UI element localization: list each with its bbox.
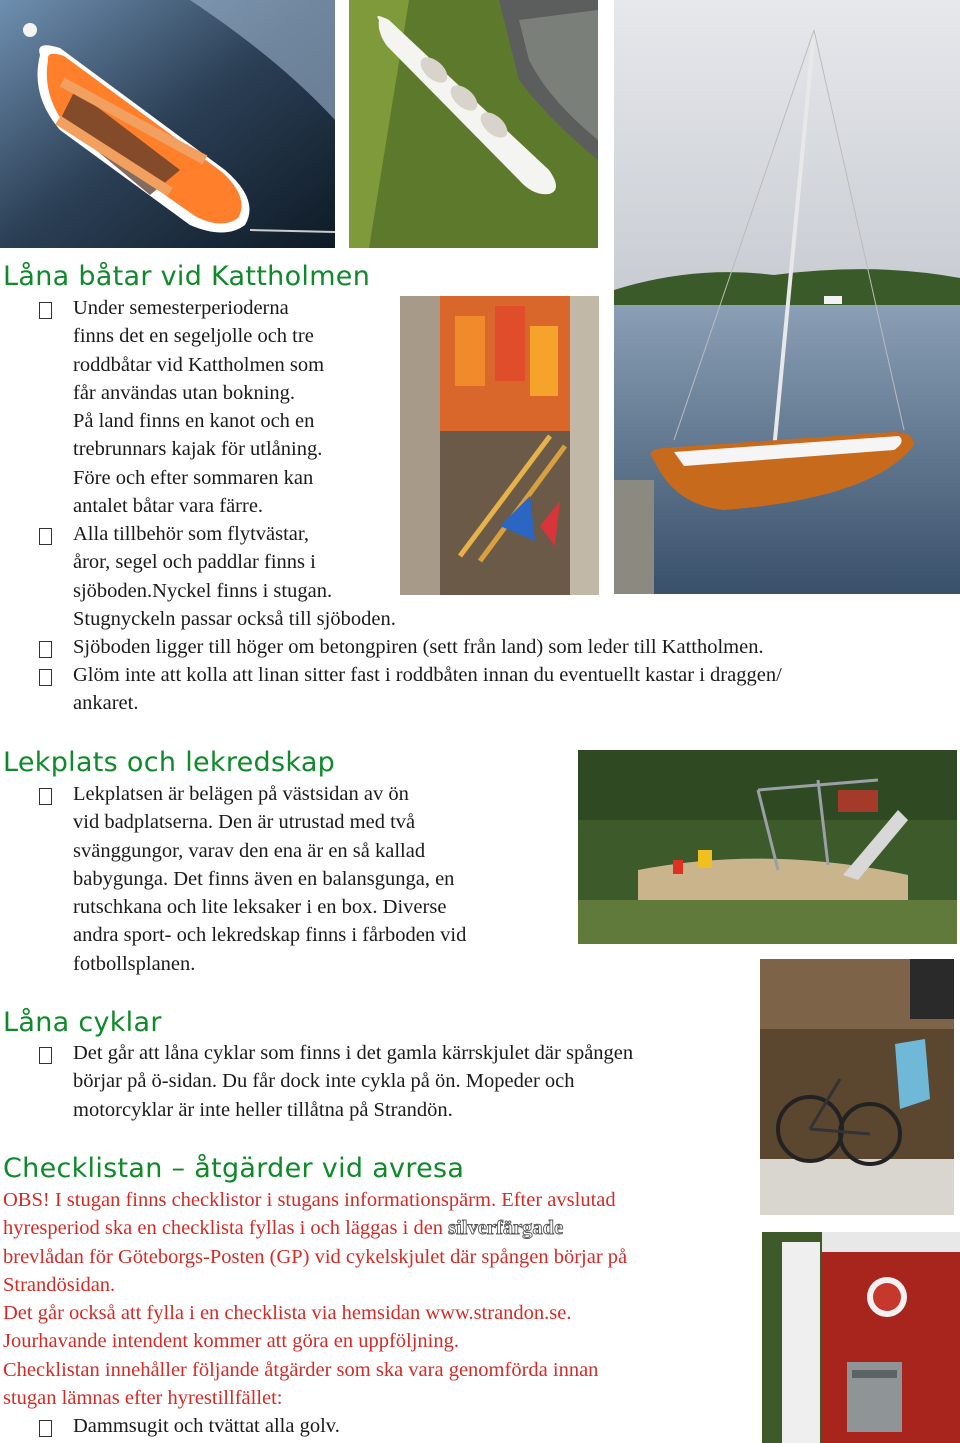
section-title-bikes: Låna cyklar <box>3 1007 162 1038</box>
bullet-icon <box>39 788 52 805</box>
section-title-playground: Lekplats och lekredskap <box>3 747 336 778</box>
bullet-icon <box>39 302 52 319</box>
mailbox-photo <box>762 1232 960 1443</box>
boats-bullet1: Under semesterperioderna finns det en segeljolle och tre roddbåtar vid Kattholmen som får användas utan bokning. På land finns en kanot och en trebrunnars kajak för utlåning. Före och efter sommaren kan antalet båtar vara färre. <box>73 297 325 518</box>
boats-bullet2: Alla tillbehör som flytvästar, åror, segel och paddlar finns i sjöboden.Nyckel finns i stugan. Stugnyckeln passar också till sjöboden. <box>73 523 396 630</box>
playground-bullet1: Lekplatsen är belägen på västsidan av ön vid badplatserna. Den är utrustad med två svänggungor, varav den ena är en så kallad babygunga. Det finns även en balansgunga, en rutschkana och lite leksaker i en box. Diverse andra sport- och lekredskap finns i fårboden vid fotbollsplanen. <box>73 783 467 975</box>
bullet-icon <box>39 528 52 545</box>
checklist-bullet1: Dammsugit och tvättat alla golv. <box>73 1415 340 1437</box>
bullet-icon <box>39 1420 52 1437</box>
boats-bullet4: Glöm inte att kolla att linan sitter fast i roddbåten innan du eventuellt kastar i draggen/ ankaret. <box>73 664 782 715</box>
silver-word: silverfärgade <box>448 1217 564 1240</box>
checklist-text: OBS! I stugan finns checklistor i stugans informationspärm. Efter avslutad hyresperiod ska en checklista fyllas i och läggas i den silverfärgade brevlådan för Göteborgs-Posten (GP) vid cykelskjulet där spången börjar på Strandösidan. Det går också att fylla i en checklista via hemsidan www.strandon.se. Jourhavande intendent kommer att göra en uppföljning. Checklistan innehåller följande åtgärder som ska vara genomförda innan stugan lämnas efter hyrestillfället: <box>3 1189 628 1410</box>
boats-bullet3: Sjöboden ligger till höger om betongpiren (sett från land) som leder till Kattholmen. <box>73 636 764 658</box>
bicycle-shed-photo <box>760 959 954 1215</box>
section-title-boats: Låna båtar vid Kattholmen <box>3 261 371 292</box>
bikes-bullet1: Det går att låna cyklar som finns i det gamla kärrskjulet där spången börjar på ö-sidan. Du får dock inte cykla på ön. Mopeder och motorcyklar är inte heller tillåtna på Strandön. <box>73 1042 634 1121</box>
bullet-icon <box>39 641 52 658</box>
boathouse-photo <box>400 296 599 595</box>
rowboat-photo <box>0 0 335 248</box>
obs-label: OBS <box>3 1189 43 1211</box>
bullet-icon <box>39 1047 52 1064</box>
playground-photo <box>578 750 957 944</box>
sailboat-photo <box>614 0 960 594</box>
kayak-photo <box>349 0 598 248</box>
bullet-icon <box>39 669 52 686</box>
section-title-checklist: Checklistan – åtgärder vid avresa <box>3 1153 465 1184</box>
